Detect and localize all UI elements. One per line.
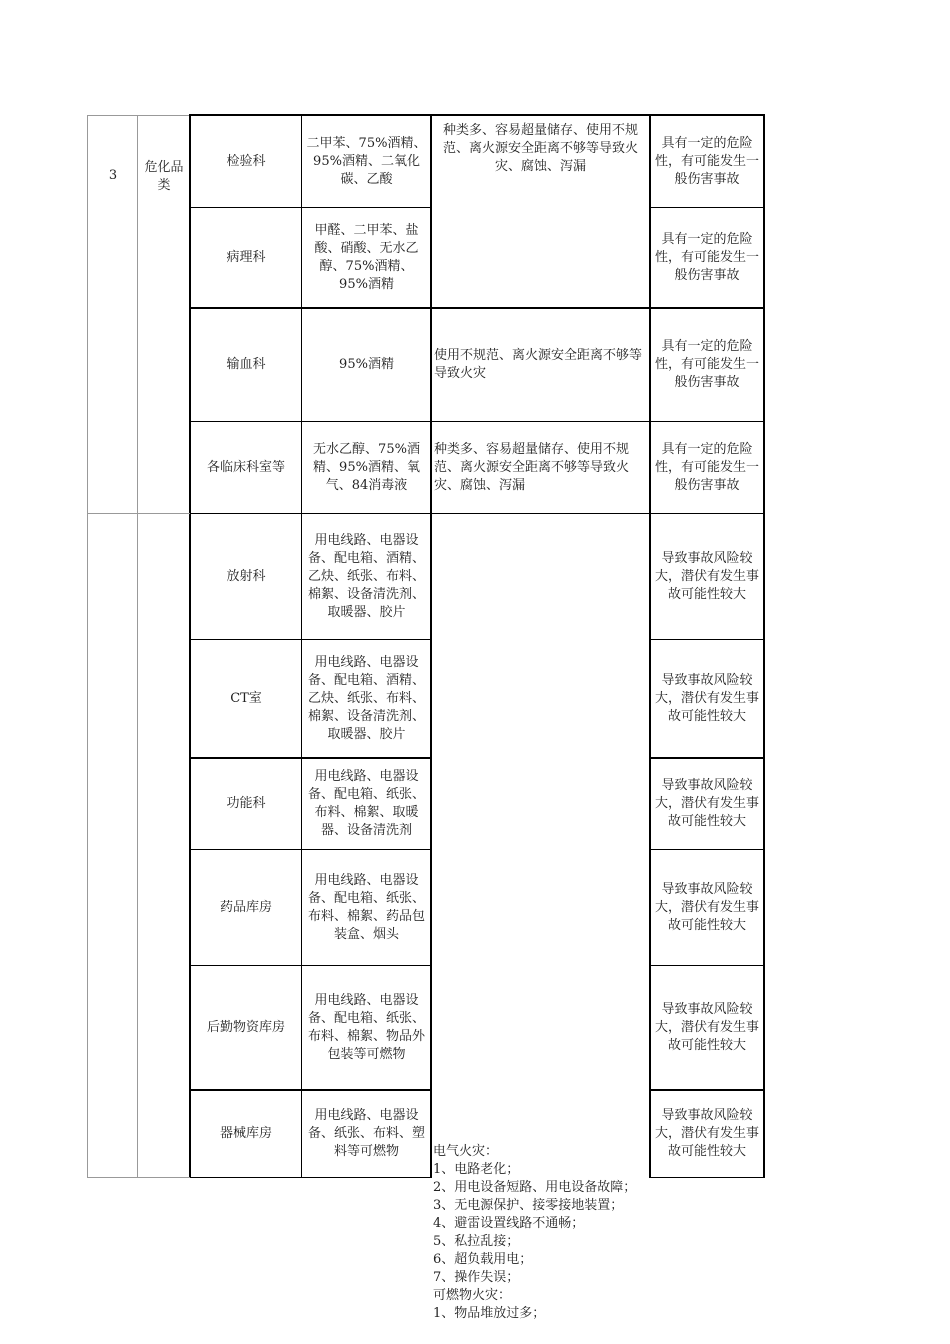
risk-cell: 具有一定的危险性，有可能发生一般伤害事故 <box>655 442 760 493</box>
dept-cell: 检验科 <box>226 154 266 169</box>
risk-cell: 导致事故风险较大，潜伏有发生事故可能性较大 <box>655 1002 760 1053</box>
risk-cell: 导致事故风险较大，潜伏有发生事故可能性较大 <box>655 673 760 724</box>
hazard-line: 3、无电源保护、接零接地装置； <box>433 1198 624 1213</box>
items-cell: 甲醛、二甲苯、盐酸、硝酸、无水乙醇、75%酒精、95%酒精 <box>314 223 419 292</box>
hazard-cell: 种类多、容易超量储存、使用不规范、离火源安全距离不够等导致火灾、腐蚀、泻漏 <box>442 123 638 174</box>
items-cell: 无水乙醇、75%酒精、95%酒精、氧气、84消毒液 <box>313 442 420 493</box>
dept-cell: 各临床科室等 <box>206 460 285 475</box>
risk-cell: 具有一定的危险性，有可能发生一般伤害事故 <box>655 136 760 187</box>
dept-cell: 输血科 <box>226 357 266 372</box>
hazard-line: 4、避雷设置线路不通畅； <box>433 1216 585 1231</box>
items-cell: 用电线路、电器设备、配电箱、酒精、乙炔、纸张、布料、棉絮、设备清洗剂、取暖器、胶片 <box>307 655 425 742</box>
items-cell: 用电线路、电器设备、纸张、布料、塑料等可燃物 <box>307 1108 425 1159</box>
dept-cell: CT室 <box>230 691 262 706</box>
hazard-list <box>433 1143 648 1323</box>
dept-cell: 病理科 <box>226 250 266 265</box>
dept-cell: 放射科 <box>226 569 266 584</box>
items-cell: 二甲苯、75%酒精、95%酒精、二氧化碳、乙酸 <box>306 136 427 187</box>
dept-cell: 器械库房 <box>219 1126 272 1141</box>
risk-cell: 导致事故风险较大，潜伏有发生事故可能性较大 <box>655 882 760 933</box>
dept-cell: 功能科 <box>226 796 266 811</box>
hazard-cell: 使用不规范、离火源安全距离不够等导致火灾 <box>434 348 643 381</box>
risk-cell: 具有一定的危险性，有可能发生一般伤害事故 <box>655 232 760 283</box>
items-cell: 95%酒精 <box>339 357 394 372</box>
risk-cell: 导致事故风险较大，潜伏有发生事故可能性较大 <box>655 1108 760 1159</box>
section-category: 危化品类 <box>144 160 184 193</box>
risk-cell: 导致事故风险较大，潜伏有发生事故可能性较大 <box>655 551 760 602</box>
hazard-line: 2、用电设备短路、用电设备故障； <box>433 1180 637 1195</box>
items-cell: 用电线路、电器设备、配电箱、纸张、布料、棉絮、物品外包装等可燃物 <box>307 993 425 1062</box>
hazard-line: 6、超负载用电； <box>433 1252 533 1267</box>
hazard-line: 1、电路老化； <box>433 1162 520 1177</box>
risk-cell: 导致事故风险较大，潜伏有发生事故可能性较大 <box>655 778 760 829</box>
dept-cell: 后勤物资库房 <box>206 1020 285 1035</box>
hazard-line: 电气火灾： <box>433 1144 499 1159</box>
hazard-line: 1、物品堆放过多； <box>433 1306 546 1321</box>
risk-cell: 具有一定的危险性，有可能发生一般伤害事故 <box>655 339 760 390</box>
items-cell: 用电线路、电器设备、配电箱、酒精、乙炔、纸张、布料、棉絮、设备清洗剂、取暖器、胶片 <box>307 533 425 620</box>
section-number: 3 <box>108 168 118 183</box>
dept-cell: 药品库房 <box>219 900 272 915</box>
hazard-line: 可燃物火灾： <box>433 1288 512 1303</box>
hazard-line: 7、操作失误； <box>433 1270 520 1285</box>
hazard-cell: 种类多、容易超量储存、使用不规范、离火源安全距离不够等导致火灾、腐蚀、泻漏 <box>434 442 630 493</box>
items-cell: 用电线路、电器设备、配电箱、纸张、布料、棉絮、药品包装盒、烟头 <box>307 873 425 942</box>
hazard-line: 5、私拉乱接； <box>433 1234 520 1249</box>
items-cell: 用电线路、电器设备、配电箱、纸张、布料、棉絮、取暖器、设备清洗剂 <box>307 769 425 838</box>
